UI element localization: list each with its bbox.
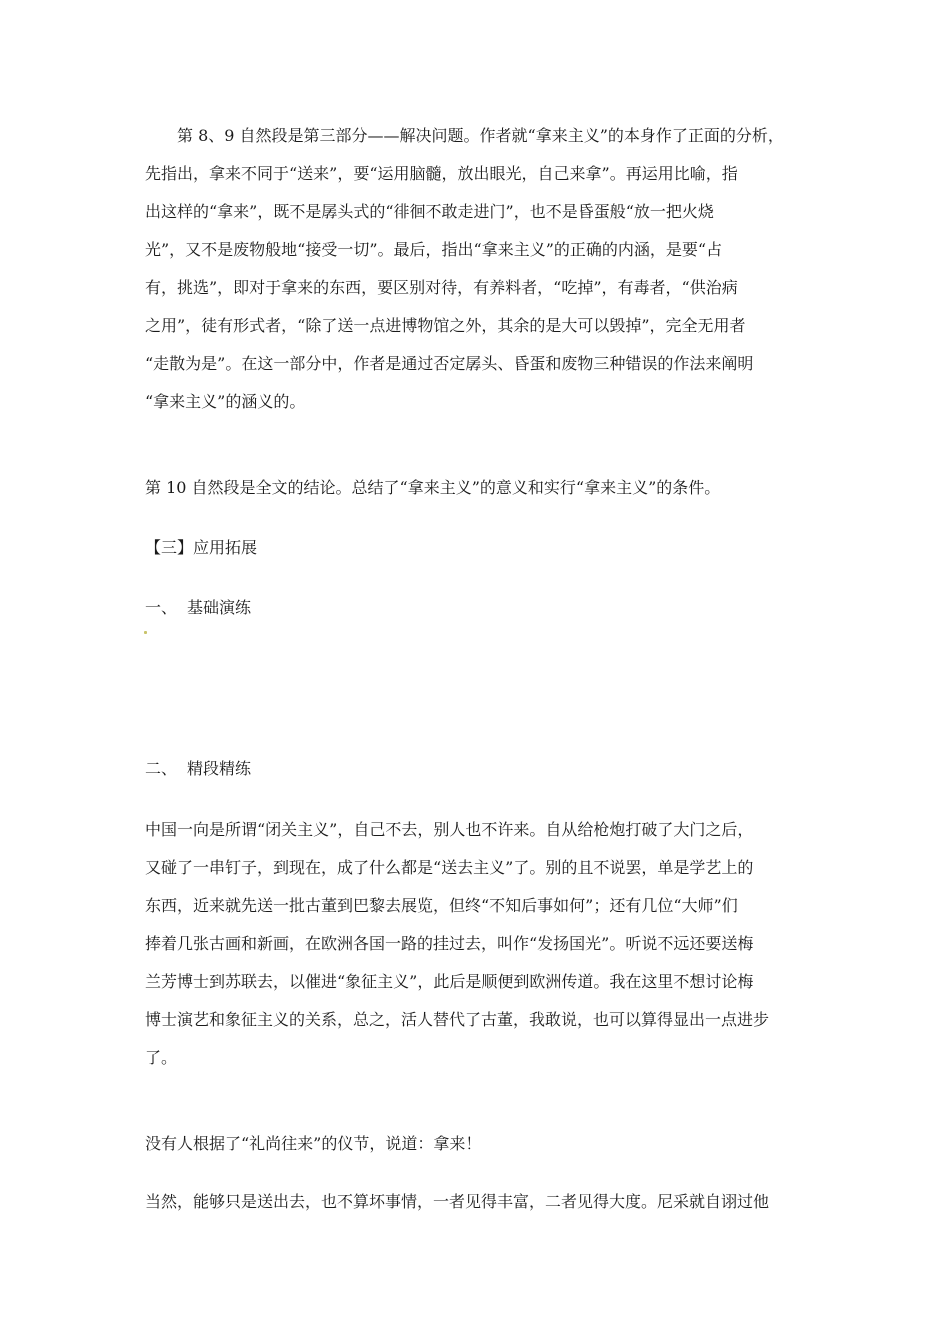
text-line: 没有人根据了“礼尚往来”的仪节，说道：拿来！	[145, 1134, 482, 1153]
text-line: 光”，又不是废物般地“接受一切”。最后，指出“拿来主义”的正确的内涵，是要“占	[145, 240, 723, 259]
text-line: 有，挑选”，即对于拿来的东西，要区别对待，有养料者，“吃掉”，有毒者，“供治病	[145, 278, 738, 297]
exercise-heading-basic	[145, 597, 251, 619]
passage-paragraph-3	[145, 1183, 810, 1221]
text-line: 中国一向是所谓“闭关主义”，自己不去，别人也不许来。自从给枪炮打破了大门之后，	[145, 820, 754, 839]
exercise-number: 二、	[145, 759, 178, 778]
text-line: 出这样的“拿来”，既不是孱头式的“徘徊不敢走进门”，也不是昏蛋般“放一把火烧	[145, 202, 714, 221]
text-line: 当然，能够只是送出去，也不算坏事情，一者见得丰富，二者见得大度。尼采就自诩过他	[145, 1192, 770, 1211]
exercise-heading-passage	[145, 758, 251, 780]
exercise-title: 基础演练	[187, 598, 252, 617]
text-line: 又碰了一串钉子，到现在，成了什么都是“送去主义”了。别的且不说罢，单是学艺上的	[145, 858, 754, 877]
scan-speck	[144, 631, 147, 634]
paragraph-conclusion	[145, 469, 810, 507]
passage-paragraph-1	[145, 811, 810, 1077]
section-title: 【三】应用拓展	[145, 538, 258, 557]
text-line: 第 10 自然段是全文的结论。总结了“拿来主义”的意义和实行“拿来主义”的条件。	[145, 478, 721, 497]
text-line: 了。	[145, 1048, 178, 1067]
text-line: 捧着几张古画和新画，在欧洲各国一路的挂过去，叫作“发扬国光”。听说不远还要送梅	[145, 934, 754, 953]
exercise-number: 一、	[145, 598, 178, 617]
text-line: 博士演艺和象征主义的关系，总之，活人替代了古董，我敢说，也可以算得显出一点进步	[145, 1010, 770, 1029]
text-line: 之用”，徒有形式者，“除了送一点进博物馆之外，其余的是大可以毁掉”，完全无用者	[145, 316, 746, 335]
paragraph-part-three	[145, 117, 810, 421]
text-line: 兰芳博士到苏联去，以催进“象征主义”，此后是顺便到欧洲传道。我在这里不想讨论梅	[145, 972, 754, 991]
passage-paragraph-2	[145, 1125, 810, 1163]
text-line: “拿来主义”的涵义的。	[145, 392, 306, 411]
text-line: 东西，近来就先送一批古董到巴黎去展览，但终“不知后事如何”；还有几位“大师”们	[145, 896, 738, 915]
text-line: 第 8、9 自然段是第三部分——解决问题。作者就“拿来主义”的本身作了正面的分析，	[177, 126, 784, 145]
text-line: 先指出，拿来不同于“送来”，要“运用脑髓，放出眼光，自己来拿”。再运用比喻，指	[145, 164, 738, 183]
exercise-title: 精段精练	[187, 759, 252, 778]
text-line: “走散为是”。在这一部分中，作者是通过否定孱头、昏蛋和废物三种错误的作法来阐明	[145, 354, 754, 373]
